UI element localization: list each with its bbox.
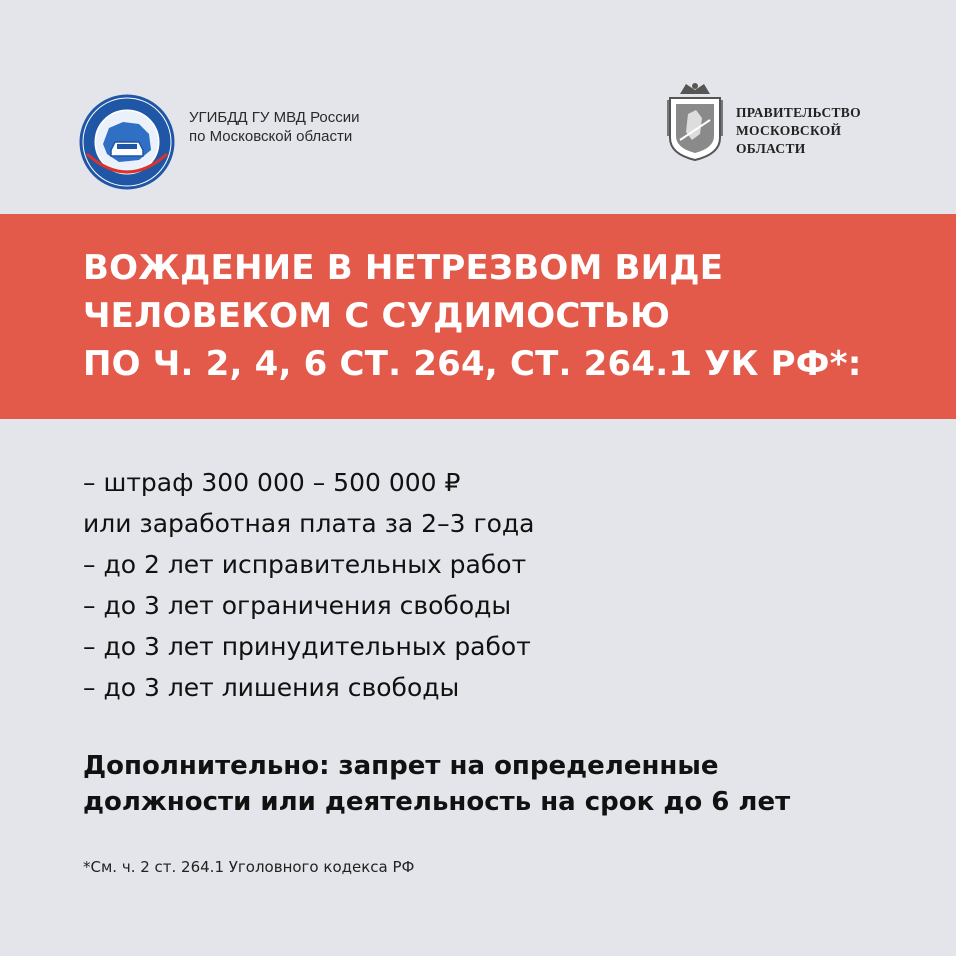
right-org-name xyxy=(736,104,861,158)
title-banner xyxy=(0,214,956,419)
additional-line2: должности или деятельность на срок до 6 лет xyxy=(83,787,791,817)
right-org-line2: МОСКОВСКОЙ xyxy=(736,123,842,138)
penalty-item: – штраф 300 000 – 500 000 ₽ xyxy=(83,468,461,497)
penalty-item: – до 2 лет исправительных работ xyxy=(83,550,527,579)
left-org-line2: по Московской области xyxy=(189,128,353,145)
left-org-name xyxy=(189,108,360,146)
penalties-list xyxy=(83,462,534,708)
penalty-item: – до 3 лет лишения свободы xyxy=(83,673,460,702)
right-org-line1: ПРАВИТЕЛЬСТВО xyxy=(736,105,861,120)
banner-title-line3: ПО Ч. 2, 4, 6 СТ. 264, СТ. 264.1 УК РФ*: xyxy=(83,344,862,384)
banner-title-line2: ЧЕЛОВЕКОМ С СУДИМОСТЬЮ xyxy=(83,296,671,336)
footnote: *См. ч. 2 ст. 264.1 Уголовного кодекса РФ xyxy=(83,858,415,876)
left-org-line1: УГИБДД ГУ МВД России xyxy=(189,109,360,126)
banner-title xyxy=(83,244,862,388)
penalty-item: – до 3 лет ограничения свободы xyxy=(83,591,512,620)
gosavtoinspektsiya-emblem-icon xyxy=(79,94,175,190)
penalty-item: или заработная плата за 2–3 года xyxy=(83,509,535,538)
right-org-line3: ОБЛАСТИ xyxy=(736,141,806,156)
header xyxy=(0,0,956,214)
banner-title-line1: ВОЖДЕНИЕ В НЕТРЕЗВОМ ВИДЕ xyxy=(83,248,724,288)
penalty-item: – до 3 лет принудительных работ xyxy=(83,632,531,661)
additional-line1: Дополнительно: запрет на определенные xyxy=(83,751,719,781)
moscow-region-coat-of-arms-icon xyxy=(666,80,724,162)
additional-penalty xyxy=(83,748,790,820)
